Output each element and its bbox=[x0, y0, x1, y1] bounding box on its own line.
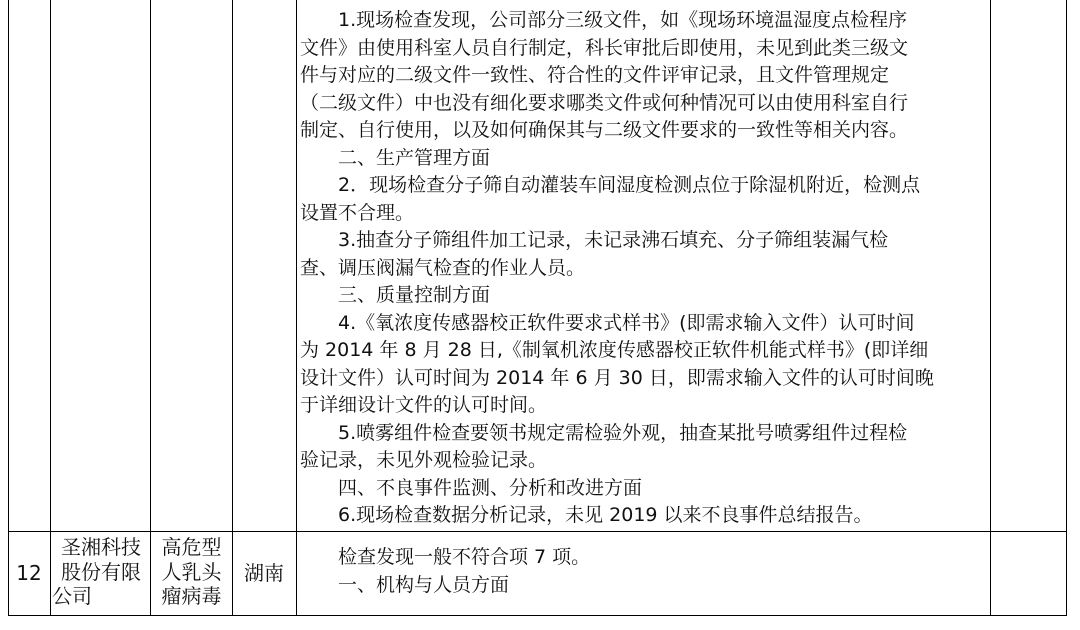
findings-line: 设计文件）认可时间为 2014 年 6 月 30 日，即需求输入文件的认可时间晚 bbox=[300, 366, 934, 389]
findings-line: 2．现场检查分子筛自动灌装车间湿度检测点位于除湿机附近，检测点 bbox=[300, 174, 921, 196]
findings-line: 为 2014 年 8 月 28 日,《制氧机浓度传感器校正软件机能式样书》(即详细 bbox=[300, 339, 929, 361]
product-name-line: 高危型 bbox=[161, 535, 222, 559]
findings-line: 于详细设计文件的认可时间。 bbox=[300, 394, 548, 416]
findings-line: 验记录，未见外观检验记录。 bbox=[300, 449, 548, 471]
section-heading: 一、机构与人员方面 bbox=[300, 573, 510, 596]
row-index: 12 bbox=[16, 561, 42, 585]
findings-line: 文件》由使用科室人员自行制定，科长审批后即使用，未见到此类三级文 bbox=[300, 36, 909, 59]
row-divider bbox=[8, 531, 1067, 532]
product-name-line: 人乳头 bbox=[161, 559, 222, 584]
table-border-left bbox=[8, 0, 9, 616]
column-divider bbox=[296, 0, 297, 616]
findings-line: 1.现场检查发现，公司部分三级文件，如《现场环境温湿度点检程序 bbox=[300, 9, 908, 31]
section-heading: 四、不良事件监测、分析和改进方面 bbox=[300, 476, 643, 499]
company-name-cell bbox=[52, 535, 150, 609]
column-divider bbox=[150, 0, 151, 616]
product-name-line: 瘤病毒 bbox=[161, 584, 222, 608]
findings-line: 5.喷雾组件检查要领书规定需检验外观，抽查某批号喷雾组件过程检 bbox=[300, 421, 908, 444]
findings-line: 查、调压阀漏气检查的作业人员。 bbox=[300, 256, 586, 279]
section-heading: 二、生产管理方面 bbox=[300, 146, 491, 169]
region-cell: 湖南 bbox=[244, 561, 284, 585]
column-divider bbox=[232, 0, 233, 616]
findings-line: 6.现场检查数据分析记录，未见 2019 以来不良事件总结报告。 bbox=[300, 504, 873, 526]
table-border-bottom bbox=[8, 615, 1067, 616]
section-heading: 三、质量控制方面 bbox=[300, 284, 491, 306]
findings-line: 检查发现一般不符合项 7 项。 bbox=[300, 546, 591, 568]
company-name-line: 股份有限 bbox=[61, 559, 141, 584]
product-name-cell bbox=[151, 535, 232, 609]
findings-line: 件与对应的二级文件一致性、符合性的文件评审记录，且文件管理规定 bbox=[300, 64, 890, 86]
table-border-right bbox=[1066, 0, 1067, 616]
findings-line: 制定、自行使用，以及如何确保其与二级文件要求的一致性等相关内容。 bbox=[300, 119, 909, 141]
column-divider bbox=[50, 0, 51, 616]
findings-content-cell bbox=[300, 7, 988, 530]
findings-line: （二级文件）中也没有细化要求哪类文件或何种情况可以由使用科室自行 bbox=[300, 91, 909, 114]
row-12-content-cell bbox=[300, 544, 988, 599]
company-name-line: 圣湘科技 bbox=[61, 535, 141, 559]
findings-line: 4.《氧浓度传感器校正软件要求式样书》(即需求输入文件）认可时间 bbox=[300, 311, 915, 334]
findings-line: 3.抽查分子筛组件加工记录，未记录沸石填充、分子筛组装漏气检 bbox=[300, 229, 889, 251]
column-divider bbox=[990, 0, 991, 616]
findings-line: 设置不合理。 bbox=[300, 201, 415, 224]
company-name-line: 公司 bbox=[52, 584, 92, 608]
